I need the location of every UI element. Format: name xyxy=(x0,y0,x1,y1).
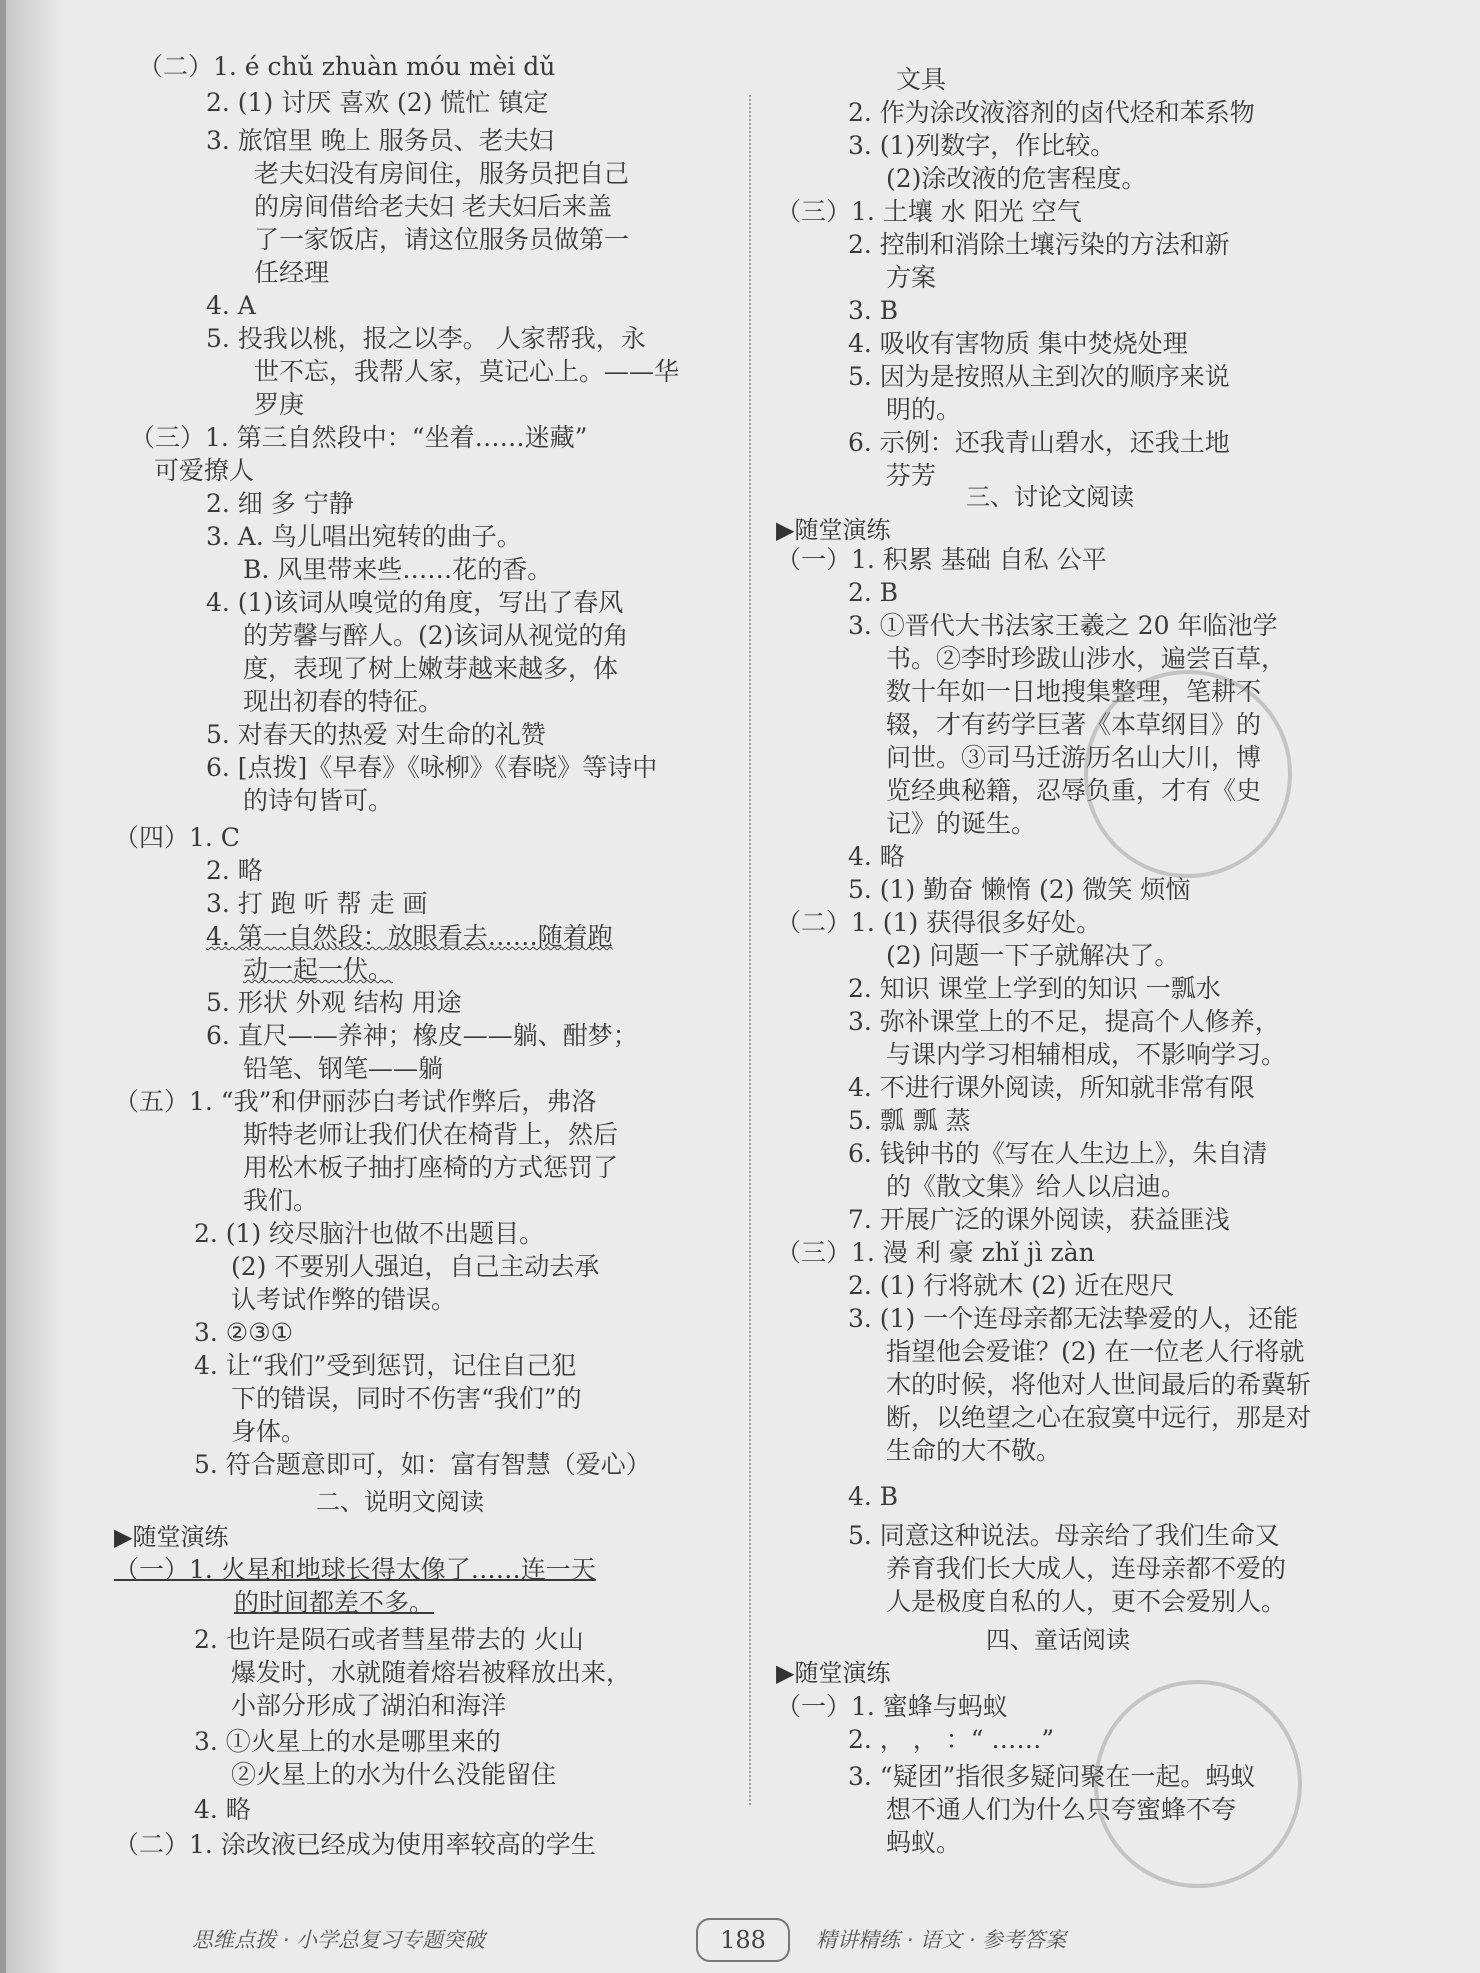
answer-line: 数十年如一日地搜集整理，笔耕不 xyxy=(886,677,1262,706)
book-spine-shadow xyxy=(6,0,66,1973)
answer-line: （一）1. 火星和地球长得太像了……连一天 xyxy=(114,1555,596,1584)
answer-line: 3. (1) 一个连母亲都无法挚爱的人，还能 xyxy=(848,1304,1299,1333)
answer-line: （三）1. 漫 利 豪 zhǐ jì zàn xyxy=(776,1238,1095,1267)
ink-stamp xyxy=(1094,1680,1302,1888)
answer-line: 2. (1) 绞尽脑汁也做不出题目。 xyxy=(194,1219,545,1248)
answer-line: 2. ， ， ：“ ……” xyxy=(848,1725,1055,1754)
answer-line: 文具 xyxy=(896,65,947,94)
answer-line: 芬芳 xyxy=(886,461,937,490)
answer-line: 2. (1) 行将就木 (2) 近在咫尺 xyxy=(848,1271,1175,1300)
answer-line: 生命的大不敬。 xyxy=(886,1436,1062,1465)
answer-line: (2) 不要别人强迫，自己主动去承 xyxy=(231,1252,600,1281)
answer-line: 6. 示例：还我青山碧水，还我土地 xyxy=(848,428,1230,457)
answer-line: 动一起一伏。 xyxy=(243,955,394,984)
answer-line: 4. B xyxy=(848,1482,899,1511)
answer-line: 我们。 xyxy=(243,1186,319,1215)
answer-line: 可爱撩人 xyxy=(154,456,255,485)
answer-line: B. 风里带来些……花的香。 xyxy=(243,555,553,584)
answer-line: 木的时候，将他对人世间最后的希冀斩 xyxy=(886,1370,1312,1399)
answer-line: 度，表现了树上嫩芽越来越多，体 xyxy=(243,654,619,683)
answer-line: （五）1. “我”和伊丽莎白考试作弊后，弗洛 xyxy=(114,1087,597,1116)
answer-line: 3. ①火星上的水是哪里来的 xyxy=(194,1727,501,1756)
answer-line: 了一家饭店，请这位服务员做第一 xyxy=(254,225,630,254)
answer-key-page xyxy=(6,0,1480,1973)
answer-line: 2. 细 多 宁静 xyxy=(206,489,354,518)
answer-line: 4. 略 xyxy=(194,1795,251,1824)
answer-line: 7. 开展广泛的课外阅读，获益匪浅 xyxy=(848,1205,1230,1234)
answer-line: 2. 作为涂改液溶剂的卤代烃和苯系物 xyxy=(848,98,1255,127)
answer-line: 爆发时，水就随着熔岩被释放出来， xyxy=(231,1658,632,1687)
answer-line: 与课内学习相辅相成，不影响学习。 xyxy=(886,1040,1287,1069)
answer-line: 3. ①晋代大书法家王羲之 20 年临池学 xyxy=(848,611,1278,640)
answer-line: 铅笔、钢笔——躺 xyxy=(243,1054,444,1083)
answer-line: 老夫妇没有房间住，服务员把自己 xyxy=(254,159,630,188)
answer-line: 6. 钱钟书的《写在人生边上》，朱自清 xyxy=(848,1139,1268,1168)
answer-line: 2. 知识 课堂上学到的知识 一瓢水 xyxy=(848,974,1221,1003)
practice-label: ▶随堂演练 xyxy=(114,1523,229,1551)
answer-line: 2. B xyxy=(848,578,899,607)
answer-line: （一）1. 积累 基础 自私 公平 xyxy=(776,545,1107,574)
answer-line: 4. 让“我们”受到惩罚，记住自己犯 xyxy=(194,1351,577,1380)
answer-line: 3. ②③① xyxy=(194,1318,294,1347)
answer-line: 记》的诞生。 xyxy=(886,809,1037,838)
answer-line: 2. 也许是陨石或者彗星带去的 火山 xyxy=(194,1625,584,1654)
answer-line: 5. 形状 外观 结构 用途 xyxy=(206,988,462,1017)
answer-line: (2)涂改液的危害程度。 xyxy=(886,164,1147,193)
answer-line: （二）1. (1) 获得很多好处。 xyxy=(776,908,1102,937)
answer-line: 3. “疑团”指很多疑问聚在一起。蚂蚁 xyxy=(848,1762,1256,1791)
footer-book-title: 精讲精练 · 语文 · 参考答案 xyxy=(816,1928,1067,1952)
answer-line: 2. 控制和消除土壤污染的方法和新 xyxy=(848,230,1230,259)
answer-line: （三）1. 土壤 水 阳光 空气 xyxy=(776,197,1082,226)
answer-line: 的房间借给老夫妇 老夫妇后来盖 xyxy=(254,192,612,221)
answer-line: 用松木板子抽打座椅的方式惩罚了 xyxy=(243,1153,619,1182)
section-heading: 三、讨论文阅读 xyxy=(966,483,1134,511)
answer-line: 3. 旅馆里 晚上 服务员、老夫妇 xyxy=(206,126,554,155)
answer-line: 任经理 xyxy=(254,258,330,287)
answer-line: （二）1. é chǔ zhuàn móu mèi dǔ xyxy=(138,52,556,81)
answer-line: 5. 同意这种说法。母亲给了我们生命又 xyxy=(848,1521,1280,1550)
answer-line: 指望他会爱谁？(2) 在一位老人行将就 xyxy=(886,1337,1305,1366)
answer-line: 4. (1)该词从嗅觉的角度，写出了春风 xyxy=(206,588,624,617)
answer-line: 的时间都差不多。 xyxy=(234,1588,435,1617)
answer-line: 览经典秘籍，忍辱负重，才有《史 xyxy=(886,776,1262,805)
answer-line: 5. 对春天的热爱 对生命的礼赞 xyxy=(206,720,546,749)
answer-line: ②火星上的水为什么没能留住 xyxy=(231,1760,557,1789)
answer-line: 6. [点拨]《早春》《咏柳》《春晓》等诗中 xyxy=(206,753,658,782)
answer-line: 6. 直尺——养神；橡皮——躺、酣梦； xyxy=(206,1021,638,1050)
answer-line: 5. 符合题意即可，如：富有智慧（爱心） xyxy=(194,1450,651,1479)
answer-line: 人是极度自私的人，更不会爱别人。 xyxy=(886,1587,1287,1616)
answer-line: 断，以绝望之心在寂寞中远行，那是对 xyxy=(886,1403,1312,1432)
answer-line: （二）1. 涂改液已经成为使用率较高的学生 xyxy=(114,1830,596,1859)
ink-stamp xyxy=(1084,670,1292,878)
answer-line: 的芳馨与醉人。(2)该词从视觉的角 xyxy=(243,621,629,650)
answer-line: 4. 不进行课外阅读，所知就非常有限 xyxy=(848,1073,1255,1102)
section-heading: 四、童话阅读 xyxy=(986,1626,1130,1654)
footer-series-title: 思维点拨 · 小学总复习专题突破 xyxy=(192,1928,486,1952)
answer-line: 5. 投我以桃，报之以李。 人家帮我，永 xyxy=(206,324,646,353)
answer-line: 辍，才有药学巨著《本草纲目》的 xyxy=(886,710,1262,739)
answer-line: 2. (1) 讨厌 喜欢 (2) 慌忙 镇定 xyxy=(206,88,549,117)
answer-line: 小部分形成了湖泊和海洋 xyxy=(231,1691,507,1720)
answer-line: 方案 xyxy=(886,263,937,292)
answer-line: 4. 吸收有害物质 集中焚烧处理 xyxy=(848,329,1188,358)
page-footer xyxy=(6,1918,1480,1958)
answer-line: (2) 问题一下子就解决了。 xyxy=(886,941,1180,970)
answer-line: 斯特老师让我们伏在椅背上，然后 xyxy=(243,1120,619,1149)
answer-line: 身体。 xyxy=(231,1417,307,1446)
answer-line: 书。②李时珍跋山涉水，遍尝百草， xyxy=(886,644,1287,673)
answer-line: 养育我们长大成人，连母亲都不爱的 xyxy=(886,1554,1287,1583)
answer-line: 3. 弥补课堂上的不足，提高个人修养， xyxy=(848,1007,1280,1036)
column-divider xyxy=(749,95,751,1805)
section-heading: 二、说明文阅读 xyxy=(316,1488,484,1516)
practice-label: ▶随堂演练 xyxy=(776,1659,891,1687)
answer-line: 罗庚 xyxy=(254,390,305,419)
answer-line: 3. A. 鸟儿唱出宛转的曲子。 xyxy=(206,522,522,551)
practice-label: ▶随堂演练 xyxy=(776,516,891,544)
answer-line: 4. 第一自然段：放眼看去……随着跑 xyxy=(206,922,613,951)
answer-line: 问世。③司马迁游历名山大川，博 xyxy=(886,743,1262,772)
answer-line: 想不通人们为什么只夸蜜蜂不夸 xyxy=(886,1795,1237,1824)
answer-line: 下的错误，同时不伤害“我们”的 xyxy=(231,1384,582,1413)
answer-line: （三）1. 第三自然段中：“坐着……迷藏” xyxy=(130,423,588,452)
answer-line: 认考试作弊的错误。 xyxy=(231,1285,457,1314)
answer-line: 蚂蚁。 xyxy=(886,1828,962,1857)
answer-line: 2. 略 xyxy=(206,856,263,885)
answer-line: 的《散文集》给人以启迪。 xyxy=(886,1172,1187,1201)
page-number: 188 xyxy=(696,1918,790,1962)
answer-line: 明的。 xyxy=(886,395,962,424)
answer-line: 世不忘，我帮人家，莫记心上。——华 xyxy=(254,357,680,386)
answer-line: 4. A xyxy=(206,291,256,320)
answer-line: 的诗句皆可。 xyxy=(243,786,394,815)
answer-line: 现出初春的特征。 xyxy=(243,687,444,716)
answer-line: 3. (1)列数字，作比较。 xyxy=(848,131,1116,160)
answer-line: 5. (1) 勤奋 懒惰 (2) 微笑 烦恼 xyxy=(848,875,1191,904)
answer-line: 3. 打 跑 听 帮 走 画 xyxy=(206,889,428,918)
answer-line: 3. B xyxy=(848,296,899,325)
answer-line: （一）1. 蜜蜂与蚂蚁 xyxy=(776,1692,1008,1721)
answer-line: 4. 略 xyxy=(848,842,905,871)
answer-line: （四）1. C xyxy=(114,823,240,852)
answer-line: 5. 因为是按照从主到次的顺序来说 xyxy=(848,362,1230,391)
answer-line: 5. 瓢 瓢 蒸 xyxy=(848,1106,971,1135)
